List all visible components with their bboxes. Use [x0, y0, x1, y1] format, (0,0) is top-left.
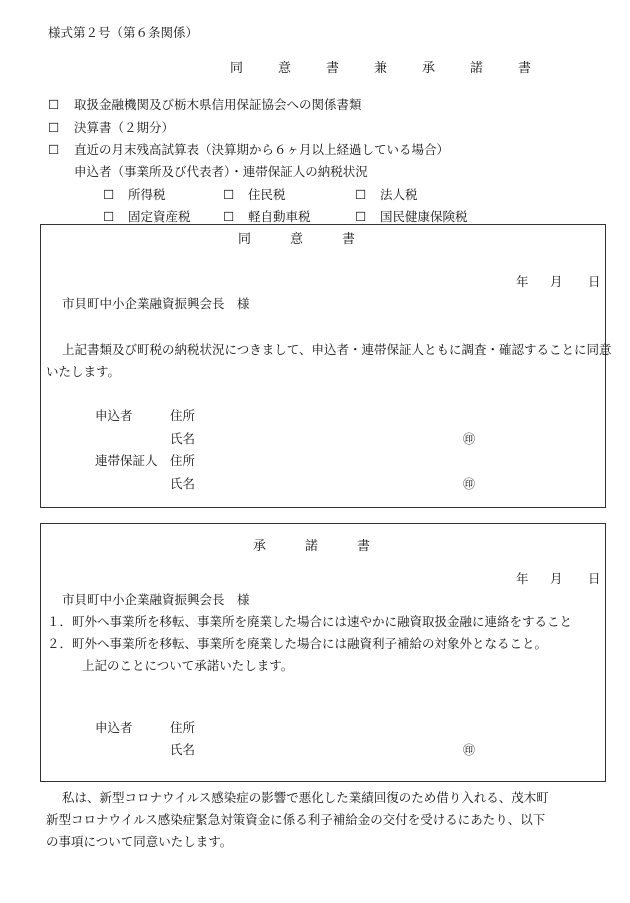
checkbox-icon[interactable]: ☐ [103, 187, 115, 202]
footer-line: の事項について同意いたします。 [46, 834, 233, 849]
applicant-label: 申込者 [95, 408, 133, 423]
date-day: 日 [588, 274, 601, 289]
date-month: 月 [550, 571, 563, 586]
name-label: 氏名 [170, 742, 196, 757]
seal-icon: ㊞ [463, 477, 476, 491]
pledge-closing: 上記のことについて承諾いたします。 [82, 658, 294, 673]
applicant-label: 申込者 [95, 720, 133, 735]
consent-body-line: 上記書類及び町税の納税状況につきまして、申込者・連帯保証人ともに調査・確認することに同意 [62, 342, 612, 357]
attachment-item [48, 122, 59, 135]
checkbox-icon[interactable]: ☐ [355, 209, 367, 224]
tax-item-label: 国民健康保険税 [380, 209, 468, 224]
address-label: 住所 [170, 453, 196, 468]
form-number: 様式第２号（第６条関係） [48, 25, 199, 40]
checkbox-icon[interactable]: ☐ [223, 187, 235, 202]
footer-line: 私は、新型コロナウイルス感染症の影響で悪化した業績回復のため借り入れる、茂木町 [62, 790, 549, 805]
pledge-box [40, 523, 606, 782]
checkbox-icon[interactable]: ☐ [48, 97, 60, 112]
footer-line: 新型コロナウイルス感染症緊急対策資金に係る利子補給金の交付を受けるにあたり、以下 [46, 812, 546, 827]
date-day: 日 [588, 571, 601, 586]
consent-body-line: いたします。 [46, 364, 121, 379]
consent-addressee: 市貝町中小企業融資振興会長 様 [62, 296, 250, 311]
attachment-item [48, 144, 59, 157]
pledge-item: １．町外へ事業所を移転、事業所を廃業した場合には速やかに融資取扱金融に連絡をすること [47, 614, 573, 629]
checkbox-icon[interactable]: ☐ [103, 209, 115, 224]
address-label: 住所 [170, 408, 196, 423]
attachment-label: 取扱金融機関及び栃木県信用保証協会への関係書類 [74, 97, 362, 112]
seal-icon: ㊞ [463, 432, 476, 446]
checkbox-icon[interactable]: ☐ [48, 120, 60, 135]
date-year: 年 [516, 274, 529, 289]
pledge-title: 承 諾 書 [253, 539, 371, 554]
name-label: 氏名 [170, 431, 196, 446]
main-title: 同 意 書 兼 承 諾 書 [230, 61, 543, 76]
guarantor-label: 連帯保証人 [95, 453, 158, 468]
pledge-item: ２．町外へ事業所を移転、事業所を廃業した場合には融資利子補給の対象外となること。 [47, 636, 548, 651]
tax-item-label: 所得税 [128, 187, 166, 202]
address-label: 住所 [170, 720, 196, 735]
pledge-addressee: 市貝町中小企業融資振興会長 様 [62, 592, 250, 607]
tax-item-label: 法人税 [380, 187, 418, 202]
tax-heading: 申込者（事業所及び代表者）・連帯保証人の納税状況 [74, 164, 368, 179]
checkbox-icon[interactable]: ☐ [223, 209, 235, 224]
attachment-item [48, 99, 59, 112]
date-year: 年 [516, 571, 529, 586]
name-label: 氏名 [170, 476, 196, 491]
attachment-label: 決算書（２期分） [74, 120, 175, 135]
consent-title: 同 意 書 [238, 232, 356, 247]
seal-icon: ㊞ [463, 743, 476, 757]
date-month: 月 [550, 274, 563, 289]
attachment-label: 直近の月末残高試算表（決算期から６ヶ月以上経過している場合） [74, 142, 450, 157]
checkbox-icon[interactable]: ☐ [355, 187, 367, 202]
tax-item-label: 固定資産税 [128, 209, 191, 224]
tax-item-label: 軽自動車税 [248, 209, 311, 224]
checkbox-icon[interactable]: ☐ [48, 142, 60, 157]
tax-item-label: 住民税 [248, 187, 286, 202]
